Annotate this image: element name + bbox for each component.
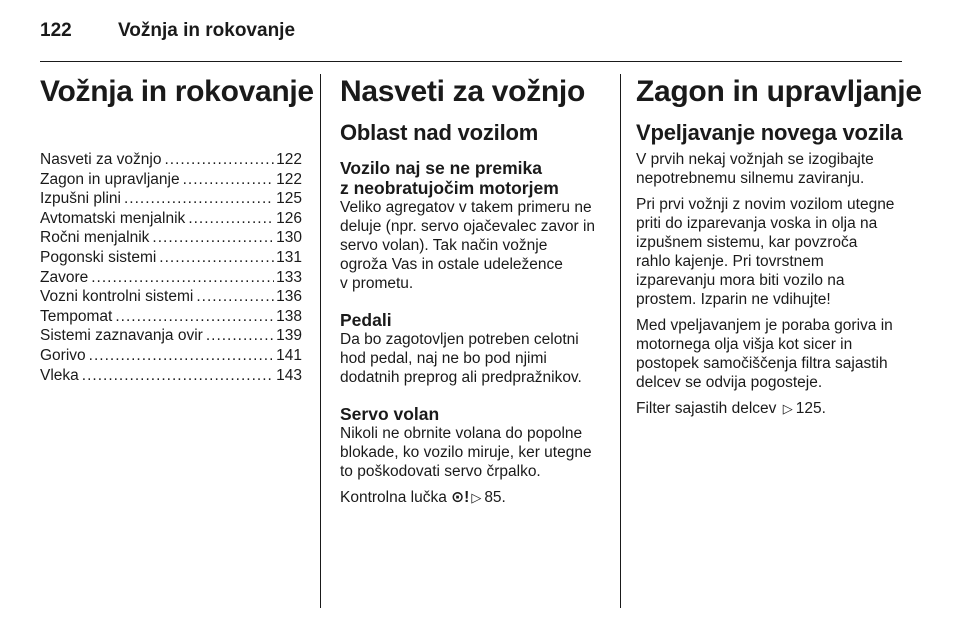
toc-leader <box>82 366 274 386</box>
body-line: servo volan). Tak način vožnje <box>340 237 548 254</box>
body-line: priti do izparevanja voska in olja na <box>636 215 878 232</box>
body-line: blokade, ko vozilo miruje, ker utegne <box>340 444 592 461</box>
toc-item-title: Nasveti za vožnjo <box>40 151 162 168</box>
toc-item[interactable] <box>40 346 302 366</box>
body-line: prostem. Izparin ne vdihujte! <box>636 291 831 308</box>
toc-item-page: 130 <box>276 229 302 247</box>
toc-leader <box>164 150 274 170</box>
body-line: rahlo kajenje. Pri tovrstnem <box>636 253 824 270</box>
toc-leader <box>124 189 274 209</box>
toc-item-page: 138 <box>276 307 302 325</box>
toc-item-page: 133 <box>276 268 302 286</box>
subsection-title: Oblast nad vozilom <box>340 120 539 145</box>
arrow-reference-icon: ▷ <box>471 490 482 505</box>
chapter-title: Vožnja in rokovanje <box>40 75 314 108</box>
body-line: dodatnih preprog ali predpražnikov. <box>340 369 582 386</box>
toc-item-title: Izpušni plini <box>40 190 121 208</box>
toc-item[interactable] <box>40 287 302 307</box>
body-line: Med vpeljavanjem je poraba goriva in <box>636 317 893 334</box>
toc-item[interactable] <box>40 248 302 268</box>
body-line: v prometu. <box>340 275 414 292</box>
toc-item[interactable] <box>40 268 302 288</box>
toc-item-title: Zagon in upravljanje <box>40 170 180 188</box>
toc-leader <box>89 346 274 366</box>
paragraph <box>636 150 902 188</box>
toc-leader <box>91 268 274 288</box>
cross-reference[interactable] <box>636 399 902 418</box>
topic-pedals <box>340 310 605 387</box>
column-divider-2 <box>620 74 621 608</box>
body-line: motornega olja višja kot sicer in <box>636 336 853 353</box>
toc-item-title: Vozni kontrolni sistemi <box>40 288 194 306</box>
toc-item-page: 122 <box>276 151 302 168</box>
page-number: 122 <box>40 20 72 41</box>
toc-item-title: Zavore <box>40 268 89 286</box>
body-line: Veliko agregatov v takem primeru ne <box>340 199 592 216</box>
table-of-contents <box>40 150 302 385</box>
section-title: Nasveti za vožnjo <box>340 75 585 108</box>
toc-leader <box>159 248 274 268</box>
toc-leader <box>152 228 274 248</box>
body-line: V prvih nekaj vožnjah se izogibajte <box>636 151 874 168</box>
body-line: hod pedal, naj ne bo pod njimi <box>340 350 547 367</box>
running-title: Vožnja in rokovanje <box>118 20 296 41</box>
column-driving-tips <box>340 74 605 507</box>
toc-item-page: 131 <box>276 248 302 266</box>
body-line: Pri prvi vožnji z novim vozilom utegne <box>636 196 895 213</box>
toc-item-title: Gorivo <box>40 346 86 364</box>
toc-item-title: Tempomat <box>40 307 113 325</box>
topic-title: Pedali <box>340 310 392 330</box>
body-line: postopek samočiščenja filtra sajastih <box>636 355 888 372</box>
header-rule <box>40 61 902 62</box>
column-starting <box>636 74 922 418</box>
toc-leader <box>183 170 275 190</box>
toc-item-page: 141 <box>276 346 302 364</box>
toc-item[interactable] <box>40 366 302 386</box>
reference-text: Kontrolna lučka <box>340 489 447 506</box>
topic-title: Servo volan <box>340 404 440 424</box>
body-line: ogroža Vas in ostale udeležence <box>340 256 563 273</box>
toc-item-page: 126 <box>276 209 302 227</box>
toc-item-page: 136 <box>276 288 302 306</box>
toc-item-title: Pogonski sistemi <box>40 248 157 266</box>
toc-item[interactable] <box>40 307 302 327</box>
reference-page: 125. <box>795 400 826 417</box>
toc-item-title: Avtomatski menjalnik <box>40 209 186 227</box>
toc-item-title: Sistemi zaznavanja ovir <box>40 327 203 345</box>
body-line: Nikoli ne obrnite volana do popolne <box>340 425 583 442</box>
toc-item-title: Ročni menjalnik <box>40 229 150 247</box>
power-steering-warning-icon: ⊙! <box>451 489 470 506</box>
body-line: deluje (npr. servo ojačevalec zavor in <box>340 218 596 235</box>
toc-item-page: 125 <box>276 190 302 208</box>
toc-item-page: 139 <box>276 327 302 345</box>
topic-engine-off <box>340 158 605 293</box>
reference-page: 85. <box>484 489 506 506</box>
toc-leader <box>115 307 274 327</box>
arrow-reference-icon: ▷ <box>782 401 793 416</box>
body-line: to poškodovati servo črpalko. <box>340 463 541 480</box>
toc-leader <box>188 209 274 229</box>
toc-item-page: 143 <box>276 366 302 384</box>
body-line: izparevanju mora biti vozilo na <box>636 272 845 289</box>
toc-leader <box>206 326 274 346</box>
toc-item[interactable] <box>40 170 302 190</box>
toc-item[interactable] <box>40 326 302 346</box>
body-line: izpušnem sistemu, kar povzroča <box>636 234 858 251</box>
toc-item-page: 122 <box>276 170 302 188</box>
paragraph <box>636 195 902 309</box>
section-title: Zagon in upravljanje <box>636 75 922 108</box>
column-toc <box>40 74 314 385</box>
body-line: Da bo zagotovljen potreben celotni <box>340 331 579 348</box>
toc-item[interactable] <box>40 150 302 170</box>
body-line: nepotrebnemu silnemu zaviranju. <box>636 170 865 187</box>
body-line: delcev se odvija pogosteje. <box>636 374 823 391</box>
topic-title: z neobratujočim motorjem <box>340 178 559 198</box>
toc-item[interactable] <box>40 209 302 229</box>
toc-item[interactable] <box>40 228 302 248</box>
toc-leader <box>196 287 274 307</box>
toc-item-title: Vleka <box>40 366 79 384</box>
cross-reference[interactable] <box>340 488 605 507</box>
reference-text: Filter sajastih delcev <box>636 400 777 417</box>
subsection-title: Vpeljavanje novega vozila <box>636 120 903 145</box>
topic-power-steering <box>340 404 605 507</box>
toc-item[interactable] <box>40 189 302 209</box>
column-divider-1 <box>320 74 321 608</box>
paragraph <box>636 316 902 392</box>
topic-title: Vozilo naj se ne premika <box>340 158 542 178</box>
